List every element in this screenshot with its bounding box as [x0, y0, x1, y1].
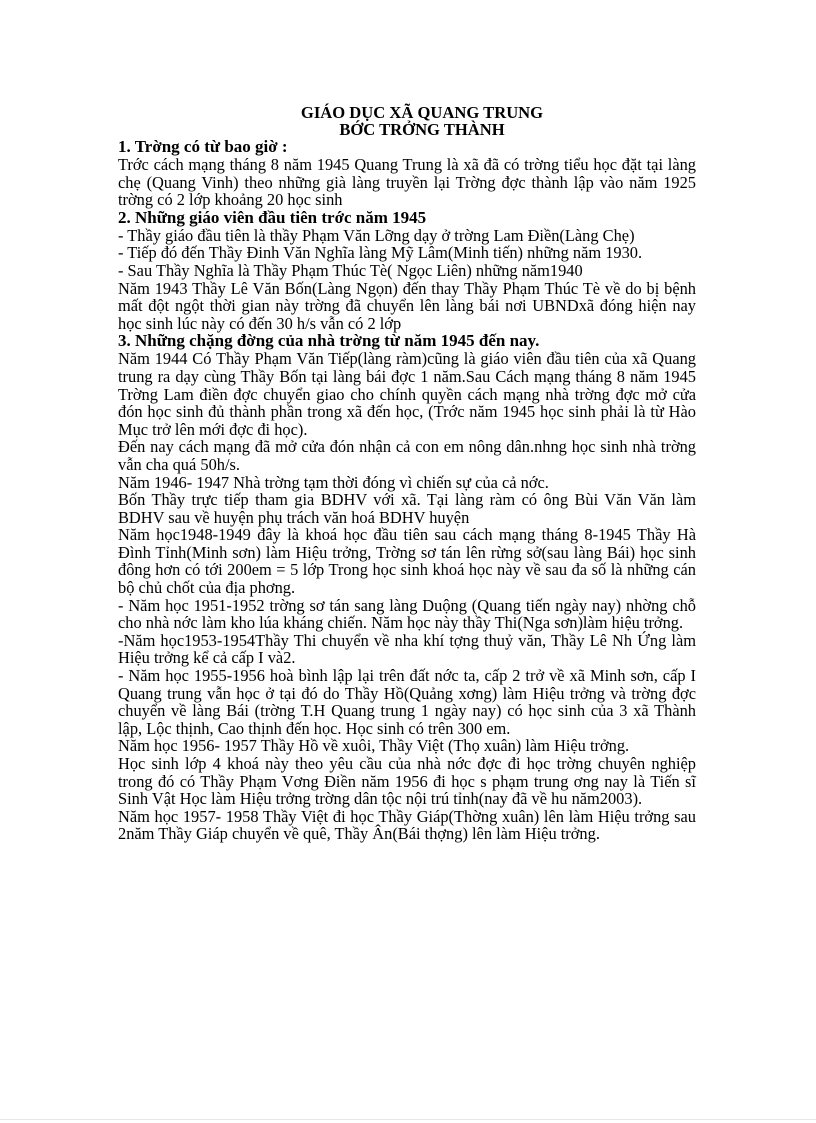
- section-2-heading: 2. Những giáo viên đầu tiên trớc năm 1945: [118, 207, 427, 227]
- paragraph: Năm học 1956- 1957 Thầy Hồ về xuôi, Thầy Việt (Thọ xuân) làm Hiệu trởng.: [118, 736, 630, 756]
- paragraph: Năm 1943 Thầy Lê Văn Bốn(Làng Ngọn) đến thay Thầy Phạm Thúc Tè về do bị bệnh mất đột ngột thời gian này trờng đã chuyển lên làng bái nơi UBNDxã đóng hiện nay học sinh lúc này có đến 30 h/s vẫn có 2 lớp: [118, 278, 696, 333]
- title-line-2: BỚC TRỞNG THÀNH: [339, 120, 505, 139]
- document-body: [118, 104, 696, 843]
- paragraph: - Năm học 1951-1952 trờng sơ tán sang làng Duộng (Quang tiến ngày nay) nhờng chỗ cho nhà nớc làm kho lúa kháng chiến. Năm học này thầy Thi(Nga sơn)làm hiệu trởng.: [118, 595, 696, 633]
- paragraph: Năm 1944 Có Thầy Phạm Văn Tiếp(làng ràm)cũng là giáo viên đầu tiên của xã Quang trung ra dạy cùng Thầy Bốn tại làng bái đợc 1 năm.Sau Cách mạng tháng 8 năm 1945 Trờng Lam điền đợc chuyển giao cho chính quyền cách mạng nhà trờng đợc mở cửa đón học sinh đủ thành phần trong xã đến học, (Trớc năm 1945 học sinh phải là từ Hào Mục trở lên mới đợc đi học).: [118, 349, 696, 439]
- title-line-1: GIÁO DỤC XÃ QUANG TRUNG: [300, 103, 544, 122]
- paragraph: - Sau Thầy Nghĩa là Thầy Phạm Thúc Tè( Ngọc Liên) những năm1940: [118, 260, 583, 280]
- paragraph: - Năm học 1955-1956 hoà bình lập lại trên đất nớc ta, cấp 2 trở về xã Minh sơn, cấp I Quang trung vẫn học ở tại đó do Thầy Hồ(Quảng xơng) làm Hiệu trởng và trờng đợc chuyển về làng Bái (trờng T.H Quang trung 1 ngày nay) có học sinh của 3 xã Thành lập, Lộc thịnh, Cao thịnh đến học. Học sinh có trên 300 em.: [118, 666, 696, 738]
- page-bottom-divider: [0, 1119, 816, 1120]
- section-3-heading: 3. Những chặng đờng của nhà trờng từ năm 1945 đến nay.: [118, 331, 540, 351]
- paragraph: Trớc cách mạng tháng 8 năm 1945 Quang Trung là xã đã có trờng tiểu học đặt tại làng chẹ (Quang Vinh) theo những già làng truyền lại Trờng đợc thành lập vào năm 1925 trờng có 2 lớp khoảng 20 học sinh: [118, 155, 696, 210]
- paragraph: Bốn Thầy trực tiếp tham gia BDHV với xã. Tại làng ràm có ông Bùi Văn Văn làm BDHV sau về huyện phụ trách văn hoá BDHV huyện: [118, 490, 696, 527]
- paragraph: - Tiếp đó đến Thầy Đinh Văn Nghĩa làng Mỹ Lâm(Minh tiến) những năm 1930.: [118, 243, 643, 263]
- paragraph: -Năm học1953-1954Thầy Thi chuyển về nha khí tợng thuỷ văn, Thầy Lê Nh Ứng làm Hiệu trởng kể cả cấp I và2.: [118, 630, 696, 668]
- paragraph: Học sinh lớp 4 khoá này theo yêu cầu của nhà nớc đợc đi học trờng chuyên nghiệp trong đó có Thầy Phạm Vơng Điền năm 1956 đi học s phạm trung ơng nay là Tiến sĩ Sinh Vật Học làm Hiệu trởng trờng dân tộc nội trú tỉnh(nay đã về hu năm2003).: [118, 754, 696, 809]
- paragraph: - Thầy giáo đầu tiên là thầy Phạm Văn Lỡng dạy ở trờng Lam Điền(Làng Chẹ): [118, 225, 635, 245]
- document-title: [148, 104, 696, 138]
- section-1-heading: 1. Trờng có từ bao giờ :: [118, 137, 288, 156]
- paragraph: Năm học1948-1949 đây là khoá học đầu tiên sau cách mạng tháng 8-1945 Thầy Hà Đình Tỉnh(Minh sơn) làm Hiệu trởng, Trờng sơ tán lên rừng sở(sau làng Bái) học sinh đông hơn có tới 200em = 5 lớp Trong học sinh khoá học này về sau đa số là những cán bộ chủ chốt của địa phơng.: [118, 525, 696, 598]
- paragraph: Năm 1946- 1947 Nhà trờng tạm thời đóng vì chiến sự của cả nớc.: [118, 472, 549, 492]
- paragraph: Đến nay cách mạng đã mở cửa đón nhận cả con em nông dân.nhng học sinh nhà trờng vẫn cha quá 50h/s.: [118, 437, 696, 474]
- paragraph: Năm học 1957- 1958 Thầy Việt đi học Thầy Giáp(Thờng xuân) lên làm Hiệu trởng sau 2năm Thầy Giáp chuyển về quê, Thầy Ân(Bái thợng) lên làm Hiệu trởng.: [118, 806, 696, 844]
